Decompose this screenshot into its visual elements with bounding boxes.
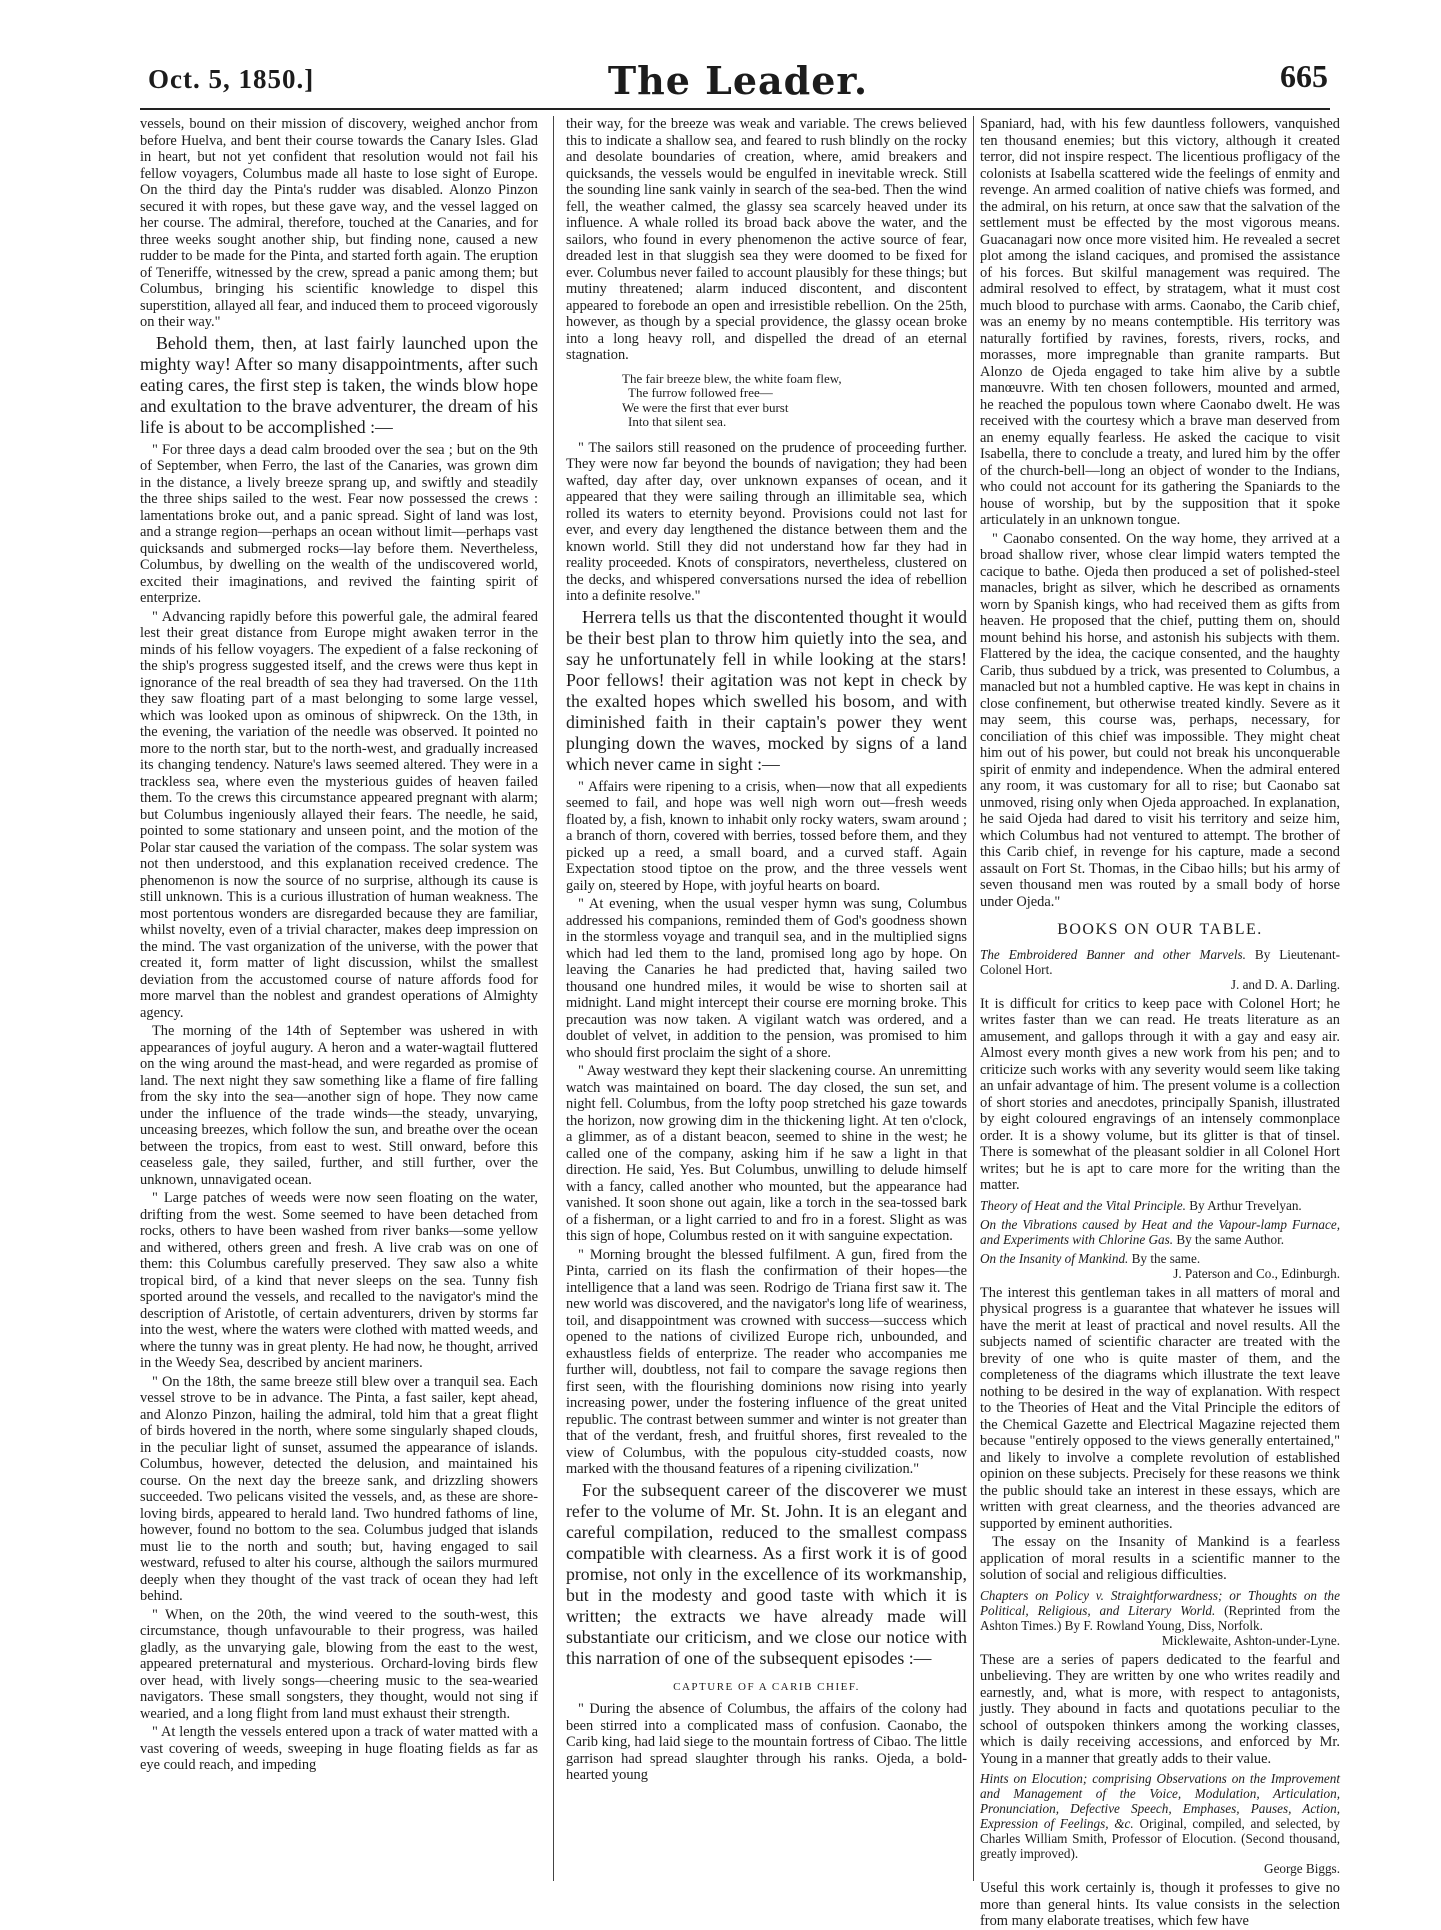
poem-quote bbox=[622, 372, 967, 430]
paragraph: It is difficult for critics to keep pace with Colonel Hort; he writes faster than we can read. He treats literature as an amusement, and gallops through it with a gay and easy air. Almost every month gives a new work from his pen; and to criticize such works with any severity would seem like taking an unfair advantage of him. The present volume is a collection of short stories and anecdotes, principally Spanish, illustrated by eight coloured engravings of an intensely commonplace order. It is a showy volume, but its glitter is that of tinsel. There is somewhat of the pleasant soldier in all Colonel Hort writes; but he is apt to care more for the writing than the matter. bbox=[980, 995, 1340, 1193]
paragraph: " During the absence of Columbus, the affairs of the colony had been stirred into a complicated mass of confusion. Caonabo, the Carib king, had laid siege to the mountain fortress of Cibao. The little garrison had spread slaughter through his ranks. Ojeda, a bold-hearted young bbox=[566, 1701, 967, 1783]
section-subheading: CAPTURE OF A CARIB CHIEF. bbox=[673, 1680, 860, 1693]
paragraph: " At length the vessels entered upon a track of water matted with a vast covering of weeds, sweeping in huge floating fields as far as eye could reach, and impeding bbox=[140, 1724, 538, 1773]
paragraph: Behold them, then, at last fairly launched upon the mighty way! After so many disappointments, after such eating cares, the first step is taken, the winds blow hope and exultation to the brave adventurer, the dream of his life is about to be accomplished :— bbox=[140, 332, 538, 437]
page-number: 665 bbox=[1280, 58, 1328, 94]
newspaper-title: The Leader. bbox=[607, 58, 869, 103]
header-rule bbox=[140, 108, 1330, 110]
masthead bbox=[148, 54, 1328, 114]
books-heading: BOOKS ON OUR TABLE. bbox=[1057, 921, 1263, 938]
book-entry-title: On the Insanity of Mankind. By the same. bbox=[980, 1250, 1201, 1266]
poem-line: The fair breeze blew, the white foam flew, bbox=[622, 370, 842, 386]
paragraph: The essay on the Insanity of Mankind is a fearless application of moral results in a scientific manner to the solution of social and religious difficulties. bbox=[980, 1534, 1340, 1583]
paragraph: " When, on the 20th, the wind veered to the south-west, this circumstance, though unfavourable to their progress, was hailed gladly, as the unvarying gale, blowing from the east to the west, appeared preternatural and mysterious. Orchard-loving birds flew over head, with lively songs—cheering music to the sea-wearied navigators. These small songsters, they thought, would not sing if wearied, and a long flight from land must exhaust their strength. bbox=[140, 1606, 538, 1722]
paragraph: For the subsequent career of the discoverer we must refer to the volume of Mr. St. John. It is an elegant and careful compilation, reduced to the smallest compass compatible with clearness. As a first work it is of good promise, not only in the excellence of its workmanship, but in the modesty and good taste with which it is written; the extracts we have already made will substantiate our criticism, and we close our notice with this narration of one of the subsequent episodes :— bbox=[566, 1479, 967, 1668]
paragraph: " At evening, when the usual vesper hymn was sung, Columbus addressed his companions, reminded them of God's goodness shown in the stormless voyage and tranquil sea, and in the multiplied signs which had led them to the land, promised long ago by hope. On leaving the Canaries he had predicted that, having sailed two thousand one hundred miles, it would be wise to shorten sail at midnight. Land might intercept their course ere morning broke. This precaution was now taken. A vigilant watch was ordered, and a doublet of velvet, in addition to the pension, was promised to him who should first proclaim the sight of a shore. bbox=[566, 896, 967, 1061]
paragraph: " Advancing rapidly before this powerful gale, the admiral feared lest their great distance from Europe might awaken terror in the minds of his fellow voyagers. The expedient of a false reckoning of the ship's progress suggested itself, and the crews were thus kept in ignorance of the real breadth of sea they had traversed. On the 11th they saw floating part of a mast belonging to some large vessel, which was looked upon as ominous of shipwreck. On the 13th, in the evening, the variation of the needle was observed. It pointed no more to the north star, but to the north-west, and gradually increased its changing tendency. Nature's laws seemed altered. They were in a trackless sea, where even the mysterious guides of heaven failed them. To the crews this circumstance appeared pregnant with alarm; but Columbus ingeniously allayed their fears. The needle, he said, pointed to some stationary and unseen point, and the motion of the Polar star caused the variation of the compass. The solar system was not then understood, and this explanation received credence. The phenomenon is now the source of no surprise, although its cause is still unknown. This is a curious illustration of human weakness. The most portentous wonders are disregarded because they are familiar, whilst novelty, even of a trivial character, makes deep impression on the mind. The vast organization of the universe, with the power that created it, form matter of light discussion, whilst the smallest deviation from the accustomed course of nature affords food for more marvel than the noblest and grandest operations of Almighty agency. bbox=[140, 608, 538, 1021]
paragraph: Herrera tells us that the discontented thought it would be their best plan to throw him quietly into the sea, and say he unfortunately fell in while looking at the stars! Poor fellows! their agitation was not kept in check by the exalted hopes which swelled his bosom, and with diminished faith in their captain's power they went plunging down the waves, mocked by signs of a land which never came in sight :— bbox=[566, 606, 967, 774]
column-2 bbox=[566, 116, 967, 1881]
paragraph: " Away westward they kept their slackening course. An unremitting watch was maintained on board. The day closed, the sun set, and night fell. Columbus, from the lofty poop stretched his gaze towards the horizon, now growing dim in the thickening light. At ten o'clock, a glimmer, as of a distant beacon, seemed to shine in the west; he called one of the company, asking him if he saw a light in that direction. He said, Yes. But Columbus, unwilling to delude himself with a fancy, called another who mounted, but the appearance had vanished. It soon shone out again, like a torch in the sea-tossed bark of a fisherman, or a light carried to and fro in a forest. Slight as was this sign of hope, Columbus rested on it with sanguine expectation. bbox=[566, 1063, 967, 1244]
issue-date: Oct. 5, 1850.] bbox=[148, 64, 315, 94]
book-entry-title: Chapters on Policy v. Straightforwardness; or Thoughts on the Political, Religious, and Literary World. (Reprinted from the Ashton Times.) By F. Rowland Young, Diss, Norfolk. bbox=[980, 1587, 1341, 1633]
book-entry-title: The Embroidered Banner and other Marvels. By Lieutenant-Colonel Hort. bbox=[980, 946, 1341, 977]
book-publisher: J. and D. A. Darling. bbox=[1230, 976, 1340, 992]
paragraph: Useful this work certainly is, though it professes to give no more than general hints. Its value consists in the selection from many elaborate treatises, which few have bbox=[980, 1880, 1340, 1929]
paragraph: " The sailors still reasoned on the prudence of proceeding further. They were now far beyond the bounds of navigation; they had been wafted, day after day, over unknown expanses of ocean, and it appeared that they were sailing through an illimitable sea, which rolled its waters to eternity beyond. Provisions could not last for ever, and every day lengthened the distance between them and the known world. Still they did not understand how far they had in reality proceeded. Knots of conspirators, nevertheless, clustered on the decks, and whispered conversations nursed the idea of rebellion into a definite resolve." bbox=[566, 439, 967, 604]
paragraph: " For three days a dead calm brooded over the sea ; but on the 9th of September, when Ferro, the last of the Canaries, was grown dim in the distance, a lively breeze sprang up, and swiftly and steadily the three ships sailed to the west. Fear now possessed the crews : lamentations broke out, and a panic spread. Sight of land was lost, and a strange region—perhaps an ocean without limit—perhaps vast quicksands and submerged rocks—lay before them. Nevertheless, Columbus, by dwelling on the wealth of the undiscovered world, excited their imaginations, and revived the fainting spirit of enterprize. bbox=[140, 441, 538, 606]
poem-line: The furrow followed free— bbox=[628, 385, 773, 400]
paragraph: The interest this gentleman takes in all matters of moral and physical progress is a guarantee that whatever he issues will have the merit at least of practical and novel results. All the subjects named of scientific character are treated with the brevity of one who is quite master of them, and the completeness of the diagrams which illustrate the text leave nothing to be desired in the way of explanation. With respect to the Theories of Heat and the Vital Principle the editors of the Chemical Gazette and Electrical Magazine rejected them because "entirely opposed to the views generally entertained," and likely to involve a complete revolution of established opinion on these subjects. Precisely for these reasons we think the public should take an interest in these essays, which are written with great clearness, and the theories advanced are supported by eminent authorities. bbox=[980, 1284, 1340, 1532]
book-publisher: Micklewaite, Ashton-under-Lyne. bbox=[1161, 1632, 1340, 1648]
column-divider bbox=[973, 116, 974, 1881]
book-entry-title: On the Vibrations caused by Heat and the Vapour-lamp Furnace, and Experiments with Chlorine Gas. By the same Author. bbox=[980, 1216, 1340, 1247]
paragraph: " Caonabo consented. On the way home, they arrived at a broad shallow river, whose clear limpid waters tempted the cacique to bathe. Ojeda then produced a set of polished-steel manacles, bright as silver, which he described as ornaments worn by Spanish kings, who had received them as gifts from heaven. He proposed that the chief, putting them on, should mount behind his horse, and astonish his subjects with them. Flattered by the idea, the cacique consented, and the haughty Carib, thus subdued by a trick, was presented to Columbus, a manacled but not a humbled captive. He was kept in chains in close confinement, but otherwise treated kindly. Severe as it may seem, this course was, perhaps, necessary, for conciliation of this chief was impossible. They might cheat him out of his power, but could not break his unconquerable spirit of enmity and independence. When the admiral entered any room, it was customary for all to rise; but Caonabo sat unmoved, rising only when Ojeda approached. In explanation, he said Ojeda had dared to visit his territory and seize him, which Columbus had not ventured to attempt. The brother of this Carib chief, in revenge for his capture, made a second assault on Fort St. Thomas, in the Cibao hills; but his army of seven thousand men was routed by a small body of horse under Ojeda." bbox=[980, 530, 1340, 910]
book-publisher: J. Paterson and Co., Edinburgh. bbox=[1173, 1265, 1340, 1281]
paragraph: vessels, bound on their mission of discovery, weighed anchor from before Huelva, and bent their course towards the Canary Isles. Glad in heart, but not yet confident that resolution would not fail his fellow voyagers, Columbus made all haste to lose sight of Europe. On the third day the Pinta's rudder was disabled. Alonzo Pinzon secured it with ropes, but these gave way, and the vessel lagged on her course. The admiral, therefore, touched at the Canaries, and for three weeks sought another ship, but finding none, caused a new rudder to be made for the Pinta, and started forth again. The eruption of Teneriffe, witnessed by the crew, spread a panic among them; but Columbus, bringing his scientific knowledge to dispel this superstition, allayed all fear, and induced them to proceed vigorously on their way." bbox=[140, 116, 538, 330]
paragraph: Spaniard, had, with his few dauntless followers, vanquished ten thousand enemies; but this victory, although it created terror, did not inspire respect. The licentious profligacy of the colonists at Isabella scattered wide the feelings of enmity and revenge. An armed coalition of native chiefs was formed, and the admiral, on his return, at once saw that the salvation of the settlement must be effected by the most vigorous means. Guacanagari now once more visited him. He revealed a secret plot among the island caciques, and promised the assistance of his forces. But skilful management was required. The admiral resolved to effect, by stratagem, what it must cost much blood to purchase with arms. Caonabo, the Carib chief, was an enemy by no means contemptible. His territory was naturally fortified by ravines, forests, rivers, rocks, and morasses, more impregnable than granite ramparts. But Alonzo de Ojeda engaged to take him alive by a subtle manœuvre. With ten chosen followers, mounted and armed, he reached the populous town where Caonabo dwelt. He was received with the courtesy which a brave man deserved from an enemy equally fearless. He asked the cacique to visit Isabella, there to conclude a treaty, and lured him by the offer of the church-bell—long an object of wonder to the Indians, who could not account for its gathering the Spaniards to the house of worship, but by the supposition that it spoke articulately in an unknown tongue. bbox=[980, 116, 1340, 528]
column-3 bbox=[980, 116, 1341, 1929]
paragraph: " Large patches of weeds were now seen floating on the water, drifting from the west. Some seemed to have been detached from rocks, others to have been washed from river banks—some yellow and withered, others green and fresh. A live crab was on one of them: this Columbus carefully preserved. They saw also a white tropical bird, of a kind that never sleeps on the sea. Tunny fish sported around the vessels, and recalled to the navigator's mind the description of Aristotle, of certain adventurers, driven by storms far into the west, where the waters were clothed with matted weeds, and where the tunny was in great plenty. He had now, he thought, arrived in the Weedy Sea, described by ancient mariners. bbox=[140, 1190, 538, 1371]
paragraph: their way, for the breeze was weak and variable. The crews believed this to indicate a shallow sea, and feared to rush blindly on the rocky and desolate boundaries of creation, where, amid breakers and quicksands, the vessels would be engulfed in inevitable wreck. Still the sounding line sank vainly in search of the sea-bed. Then the wind fell, the weather calmed, the glassy sea scarcely heaved under its influence. A whale rolled its broad back above the water, and the sailors, who found in every phenomenon the active source of fear, dreaded lest in that sluggish sea they were doomed to be fixed for ever. Columbus never failed to account plausibly for these things; but mutiny threatened; alarm induced discontent, and discontent appeared to forebode an open and irresistible rebellion. On the 25th, however, as though by a special providence, the glassy ocean broke into a long heavy roll, and dispelled the dread of an eternal stagnation. bbox=[566, 116, 967, 363]
column-1 bbox=[140, 116, 538, 1881]
paragraph: " Morning brought the blessed fulfilment. A gun, fired from the Pinta, carried on its flash the confirmation of their hopes—the intelligence that a land was seen. Rodrigo de Triana first saw it. The new world was discovered, and the navigator's long life of weariness, toil, and disappointment was crowned with success—success which opened to the nations of civilized Europe rich, unbounded, and exhaustless fields of enterprize. The reader who accompanies me further will, doubtless, not fail to compare the savage regions then first seen, with the flourishing dominions now rising into yearly increasing power, under the fostering influence of the great united republic. The contrast between summer and winter is not greater than that of the verdant, fresh, and fruitful shores, first revealed to the view of Columbus, with the populous city-studded coasts, now marked with the thousand features of a ripening civilization." bbox=[566, 1246, 967, 1477]
book-entry-title: Hints on Elocution; comprising Observations on the Improvement and Management of the Voice, Modulation, Articulation, Pronunciation, Defective Speech, Emphases, Pauses, Action, Expression of Feelings, &c. Original, compiled, and selected, by Charles William Smith, Professor of Elocution. (Second thousand, greatly improved). bbox=[980, 1771, 1341, 1861]
poem-line: Into that silent sea. bbox=[628, 414, 727, 429]
book-publisher: George Biggs. bbox=[1264, 1861, 1340, 1876]
book-entry-title: Theory of Heat and the Vital Principle. By Arthur Trevelyan. bbox=[980, 1197, 1302, 1213]
paragraph: " Affairs were ripening to a crisis, when—now that all expedients seemed to fail, and hope was well nigh worn out—fresh weeds floated by, a fish, known to inhabit only rocky waters, swam around ; a branch of thorn, covered with berries, tossed before them, and they picked up a reed, a small board, and a curved staff. Again Expectation stood tiptoe on the prow, and the three vessels went gaily on, steered by Hope, with joyful hearts on board. bbox=[566, 778, 967, 894]
column-divider bbox=[553, 116, 554, 1881]
paragraph: " On the 18th, the same breeze still blew over a tranquil sea. Each vessel strove to be in advance. The Pinta, a fast sailer, kept ahead, and Alonzo Pinzon, hailing the admiral, told him that a great flight of birds hovered in the north, where some singularly shaped clouds, in the peculiar light of sunset, assumed the appearance of islands. Columbus, however, detected the delusion, and maintained his course. On the next day the breeze sank, and drizzling showers succeeded. Two pelicans visited the vessels, and, as these are shore-loving birds, appeared to herald land. Two hundred fathoms of line, however, found no bottom to the sea. Columbus judged that islands must lie to the north and south; but, having engaged to sail westward, refused to alter his course, although the sailors murmured deeply when they thought of the vast track of ocean they had left behind. bbox=[140, 1373, 538, 1604]
paragraph: The morning of the 14th of September was ushered in with appearances of joyful augury. A heron and a water-wagtail fluttered on the wing around the mast-head, and were regarded as promise of land. The next night they saw something like a flame of fire falling from the sky into the sea—another sign of hope. They now came under the influence of the trade winds—the steady, unvarying, unceasing breezes, which follow the sun, and breathe over the ocean between the tropics, from east to west. Still onward, before this ceaseless gale, they sailed, further, and still further, over the unknown, unnavigated ocean. bbox=[140, 1023, 538, 1188]
poem-line: We were the first that ever burst bbox=[622, 399, 789, 415]
paragraph: These are a series of papers dedicated to the fearful and unbelieving. They are written by one who writes readily and earnestly, and, what is more, with respect to antagonists, justly. They abound in facts and quotations peculiar to the school of outspoken thinkers among the working classes, which is daily receiving accessions, and enforced by Mr. Young in a manner that greatly adds to their value. bbox=[980, 1651, 1340, 1767]
